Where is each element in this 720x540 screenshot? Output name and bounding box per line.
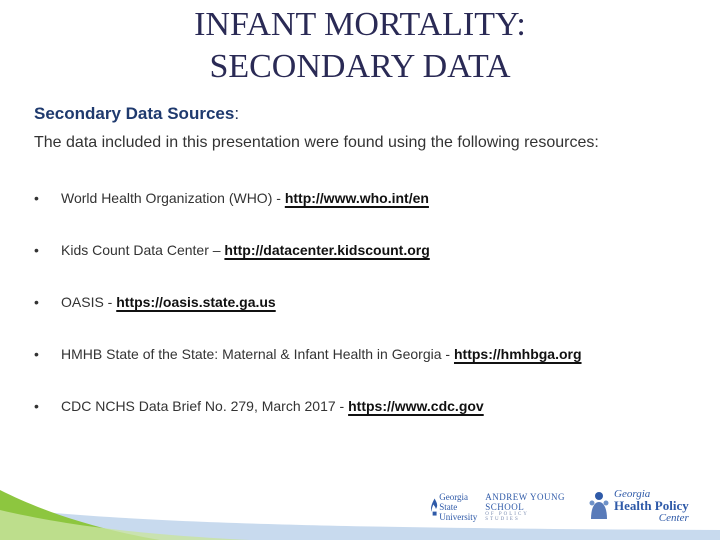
bullet-icon: •	[34, 190, 39, 206]
source-label: OASIS -	[61, 294, 117, 310]
source-text	[61, 242, 430, 258]
bullet-icon: •	[34, 398, 39, 414]
source-text	[61, 190, 429, 206]
intro-text: The data included in this presentation were found using the following resources:	[34, 134, 599, 151]
list-item	[34, 346, 582, 398]
gsu-line-1: Georgia	[439, 492, 469, 502]
ghpc-line-1: Georgia	[614, 488, 651, 500]
bullet-icon: •	[34, 346, 39, 362]
source-link-who[interactable]: http://www.who.int/en	[284, 190, 429, 206]
ghpc-line-2: Health Policy	[614, 498, 689, 513]
source-label: Kids Count Data Center –	[61, 242, 225, 258]
bullet-icon: •	[34, 294, 39, 310]
source-text	[61, 346, 582, 362]
gsu-wordmark	[439, 492, 477, 522]
bullet-icon: •	[34, 242, 39, 258]
list-item	[34, 242, 582, 294]
sources-list	[34, 190, 582, 450]
ays-name: ANDREW YOUNG SCHOOL	[485, 492, 565, 512]
people-icon	[588, 491, 610, 521]
flame-icon	[430, 494, 439, 520]
source-link-cdc[interactable]: https://www.cdc.gov	[348, 398, 484, 414]
ays-wordmark	[485, 492, 565, 522]
section-heading	[34, 104, 239, 124]
section-heading-text: Secondary Data Sources	[34, 104, 235, 123]
section-heading-colon: :	[234, 104, 240, 123]
source-link-hmhb[interactable]: https://hmhbga.org	[453, 346, 582, 362]
source-label: World Health Organization (WHO) -	[61, 190, 285, 206]
list-item	[34, 294, 582, 346]
ays-subtitle: OF POLICY STUDIES	[485, 512, 529, 522]
ghpc-wordmark	[614, 488, 689, 524]
source-link-oasis[interactable]: https://oasis.state.ga.us	[116, 294, 276, 310]
gsu-line-2: State	[439, 502, 458, 512]
ghpc-logo	[588, 486, 703, 526]
source-label: CDC NCHS Data Brief No. 279, March 2017 -	[61, 398, 349, 414]
source-label: HMHB State of the State: Maternal & Infant Health in Georgia -	[61, 346, 454, 362]
list-item	[34, 190, 582, 242]
gsu-ays-logo	[430, 487, 565, 527]
title-line-2: SECONDARY DATA	[209, 48, 511, 85]
source-link-kidscount[interactable]: http://datacenter.kidscount.org	[224, 242, 430, 258]
title-line-1: INFANT MORTALITY:	[194, 6, 526, 43]
source-text	[61, 294, 276, 310]
ghpc-line-3: Center	[658, 512, 689, 524]
slide-title	[0, 4, 720, 88]
source-text	[61, 398, 484, 414]
gsu-line-3: University	[439, 512, 478, 522]
list-item	[34, 398, 582, 450]
